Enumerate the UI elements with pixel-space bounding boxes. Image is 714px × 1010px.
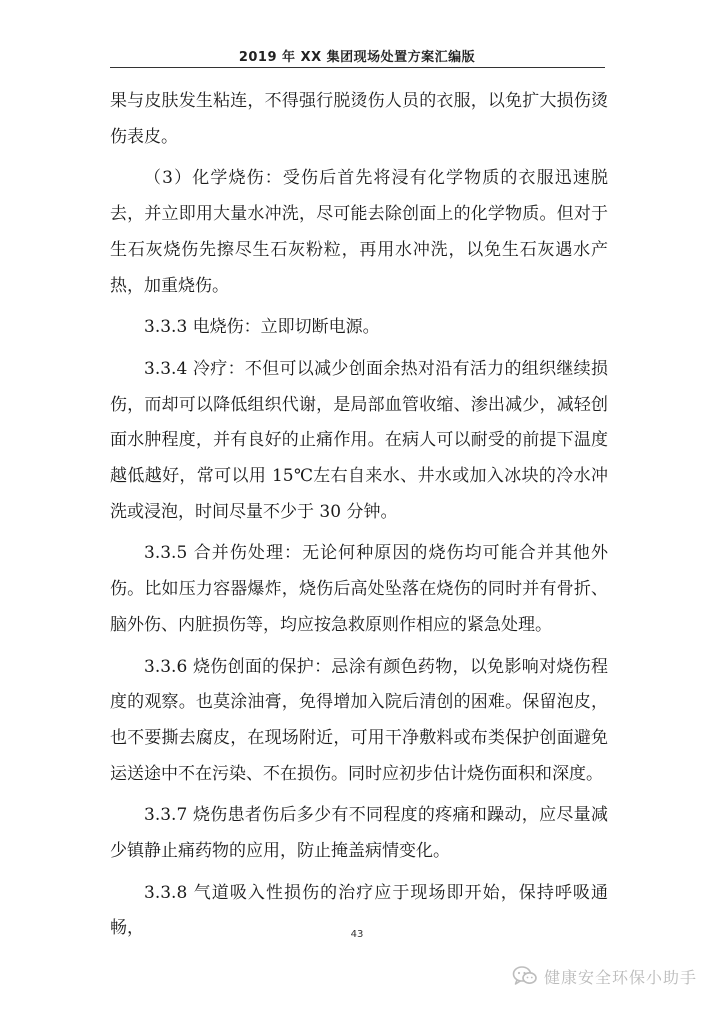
paragraph: 果与皮肤发生粘连，不得强行脱烫伤人员的衣服，以免扩大损伤烫伤表皮。	[110, 91, 608, 147]
page-number: 43	[350, 929, 364, 940]
page-header: 2019 年 XX 集团现场处置方案汇编版	[238, 50, 476, 65]
paragraph: 3.3.3 电烧伤：立即切断电源。	[144, 317, 380, 338]
header-divider	[110, 67, 605, 68]
paragraph: 3.3.7 烧伤患者伤后多少有不同程度的疼痛和躁动，应尽量减少镇静止痛药物的应用，防止掩盖病情变化。	[110, 805, 608, 862]
watermark-text: 健康安全环保小助手	[544, 967, 698, 987]
paragraph: 3.3.5 合并伤处理：无论何种原因的烧伤均可能合并其他外伤。比如压力容器爆炸，烧伤后高处坠落在烧伤的同时并有骨折、脑外伤、内脏损伤等，均应按急救原则作相应的紧急处理。	[110, 543, 608, 635]
paragraph: 3.3.6 烧伤创面的保护：忌涂有颜色药物，以免影响对烧伤程度的观察。也莫涂油膏，免得增加入院后清创的困难。保留泡皮，也不要撕去腐皮，在现场附近，可用干净敷料或布类保护创面避免运送途中不在污染、不在损伤。同时应初步估计烧伤面积和深度。	[110, 656, 608, 784]
paragraph: 3.3.8 气道吸入性损伤的治疗应于现场即开始，保持呼吸通畅，	[110, 882, 608, 939]
document-body	[110, 84, 608, 953]
wechat-icon	[512, 965, 538, 987]
paragraph: 3.3.4 冷疗：不但可以减少创面余热对沿有活力的组织继续损伤，而却可以降低组织代谢，是局部血管收缩、渗出减少，减轻创面水肿程度，并有良好的止痛作用。在病人可以耐受的前提下温度越低越好，常可以用 15℃左右自来水、井水或加入冰块的冷水冲洗或浸泡，时间尽量不少于 30 分钟。	[110, 358, 608, 522]
paragraph: （3）化学烧伤：受伤后首先将浸有化学物质的衣服迅速脱去，并立即用大量水冲洗，尽可能去除创面上的化学物质。但对于生石灰烧伤先擦尽生石灰粉粒，再用水冲洗，以免生石灰遇水产热，加重烧伤。	[110, 168, 608, 296]
watermark	[512, 962, 697, 990]
